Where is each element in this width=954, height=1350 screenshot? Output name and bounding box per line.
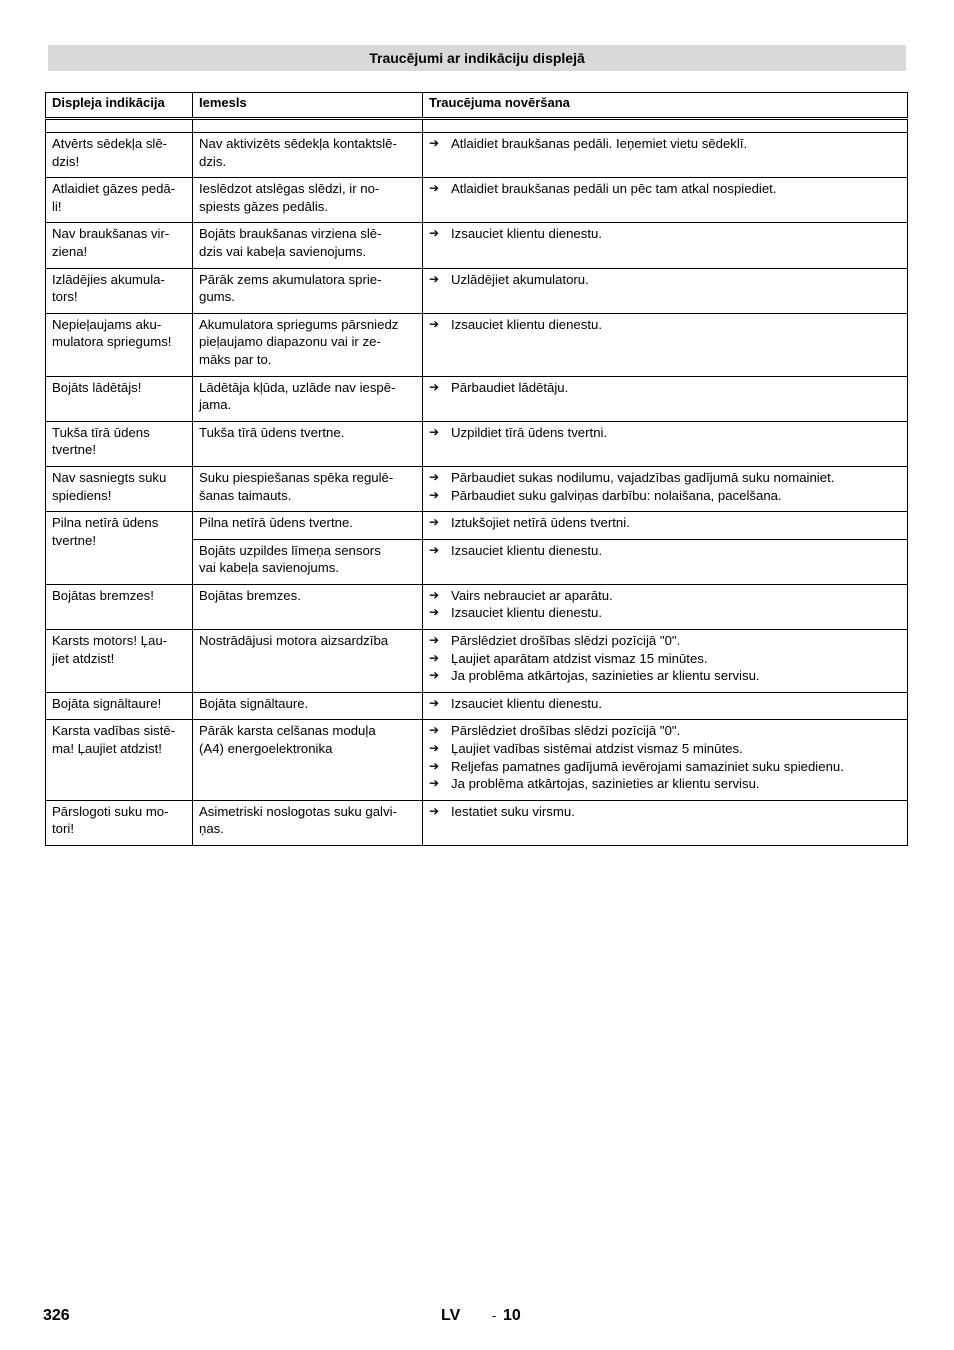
remedy-text: Uzpildiet tīrā ūdens tvertni.: [451, 424, 608, 440]
remedy-cell: [423, 800, 908, 845]
remedy-step: [429, 758, 901, 776]
arrow-right-icon: ➔: [429, 723, 440, 738]
remedy-step: [429, 587, 901, 605]
remedy-step: [429, 542, 901, 560]
arrow-right-icon: ➔: [429, 271, 440, 286]
remedy-text: Pārslēdziet drošības slēdzi pozīcijā "0".: [451, 633, 681, 649]
table-row: [46, 268, 908, 313]
remedy-step: [429, 632, 901, 650]
display-message-cell: Izlādējies akumula- tors!: [46, 268, 193, 313]
remedy-cell: [423, 539, 908, 584]
cause-cell: Pārāk zems akumulatora sprie- gums.: [193, 268, 423, 313]
arrow-right-icon: ➔: [429, 515, 440, 530]
remedy-text: Pārbaudiet suku galviņas darbību: nolaišana, pacelšana.: [451, 487, 782, 503]
display-message-cell: Tukša tīrā ūdens tvertne!: [46, 421, 193, 466]
remedy-step: [429, 487, 901, 505]
remedy-cell: [423, 268, 908, 313]
remedy-text: Ļaujiet aparātam atdzist vismaz 15 minūtes.: [451, 650, 708, 666]
arrow-right-icon: ➔: [429, 379, 440, 394]
remedy-cell: [423, 584, 908, 629]
arrow-right-icon: ➔: [429, 650, 440, 665]
arrow-right-icon: ➔: [429, 776, 440, 791]
remedy-cell: [423, 313, 908, 376]
gap-cell: [423, 119, 908, 133]
remedy-text: Izsauciet klientu dienestu.: [451, 226, 603, 242]
remedy-step: [429, 316, 901, 334]
remedy-cell: [423, 512, 908, 540]
cause-cell: Suku piespiešanas spēka regulē- šanas taimauts.: [193, 466, 423, 511]
remedy-text: Pārbaudiet sukas nodilumu, vajadzības gadījumā suku nomainiet.: [451, 469, 835, 485]
arrow-right-icon: ➔: [429, 803, 440, 818]
remedy-cell: [423, 720, 908, 800]
remedy-step: [429, 803, 901, 821]
table-row: [46, 421, 908, 466]
display-message-cell: Pārslogoti suku mo- tori!: [46, 800, 193, 845]
remedy-step: [429, 775, 901, 793]
arrow-right-icon: ➔: [429, 741, 440, 756]
arrow-right-icon: ➔: [429, 316, 440, 331]
gap-cell: [46, 119, 193, 133]
section-title: Traucējumi ar indikāciju displejā: [48, 45, 906, 71]
cause-cell: Lādētāja kļūda, uzlāde nav iespē- jama.: [193, 376, 423, 421]
display-message-cell: Atvērts sēdekļa slē- dzis!: [46, 133, 193, 178]
arrow-right-icon: ➔: [429, 226, 440, 241]
table-row: [46, 313, 908, 376]
arrow-right-icon: ➔: [429, 424, 440, 439]
header-cause: Iemesls: [193, 93, 423, 119]
display-message-cell: Pilna netīrā ūdens tvertne!: [46, 512, 193, 585]
remedy-cell: [423, 692, 908, 720]
remedy-text: Vairs nebrauciet ar aparātu.: [451, 587, 613, 603]
remedy-step: [429, 379, 901, 397]
arrow-right-icon: ➔: [429, 695, 440, 710]
remedy-step: [429, 469, 901, 487]
language-code: LV: [441, 1307, 461, 1324]
arrow-right-icon: ➔: [429, 136, 440, 150]
header-remedy: Traucējuma novēršana: [423, 93, 908, 119]
remedy-text: Reljefas pamatnes gadījumā ievērojami samaziniet suku spiedienu.: [451, 758, 844, 774]
arrow-right-icon: ➔: [429, 587, 440, 602]
table-row: [46, 630, 908, 693]
cause-cell: Bojāta signāltaure.: [193, 692, 423, 720]
remedy-text: Ļaujiet vadības sistēmai atdzist vismaz 5 minūtes.: [451, 741, 743, 757]
cause-cell: Ieslēdzot atslēgas slēdzi, ir no- spiests gāzes pedālis.: [193, 178, 423, 223]
table-row: [46, 178, 908, 223]
header-display: Displeja indikācija: [46, 93, 193, 119]
cause-cell: Pilna netīrā ūdens tvertne.: [193, 512, 423, 540]
remedy-text: Izsauciet klientu dienestu.: [451, 605, 603, 621]
remedy-step: [429, 650, 901, 668]
table-row: [46, 720, 908, 800]
remedy-text: Iztukšojiet netīrā ūdens tvertni.: [451, 515, 630, 531]
cause-cell: Nav aktivizēts sēdekļa kontaktslē- dzis.: [193, 133, 423, 178]
remedy-step: [429, 514, 901, 532]
remedy-step: [429, 695, 901, 713]
remedy-text: Uzlādējiet akumulatoru.: [451, 271, 589, 287]
table-row: [46, 466, 908, 511]
remedy-text: Pārslēdziet drošības slēdzi pozīcijā "0".: [451, 723, 681, 739]
display-message-cell: Atlaidiet gāzes pedā- li!: [46, 178, 193, 223]
table-row: [46, 376, 908, 421]
display-message-cell: Bojāta signāltaure!: [46, 692, 193, 720]
cause-cell: Bojātas bremzes.: [193, 584, 423, 629]
cause-cell: Bojāts braukšanas virziena slē- dzis vai kabeļa savienojums.: [193, 223, 423, 268]
remedy-text: Iestatiet suku virsmu.: [451, 803, 575, 819]
remedy-step: [429, 740, 901, 758]
display-message-cell: Karsta vadības sistē- ma! Ļaujiet atdzist!: [46, 720, 193, 800]
table-row: [46, 692, 908, 720]
arrow-right-icon: ➔: [429, 181, 440, 196]
remedy-step: [429, 225, 901, 243]
header-gap-row: [46, 119, 908, 133]
display-message-cell: Nepieļaujams aku- mulatora spriegums!: [46, 313, 193, 376]
remedy-text: Atlaidiet braukšanas pedāli un pēc tam atkal nospiediet.: [451, 181, 777, 197]
table-row: [46, 800, 908, 845]
remedy-cell: [423, 223, 908, 268]
remedy-text: Pārbaudiet lādētāju.: [451, 379, 569, 395]
remedy-text: Izsauciet klientu dienestu.: [451, 542, 603, 558]
cause-cell: Tukša tīrā ūdens tvertne.: [193, 421, 423, 466]
remedy-step: [429, 135, 901, 153]
remedy-cell: [423, 133, 908, 178]
remedy-step: [429, 722, 901, 740]
remedy-step: [429, 424, 901, 442]
remedy-step: [429, 180, 901, 198]
display-message-cell: Bojātas bremzes!: [46, 584, 193, 629]
page-number: 326: [43, 1307, 70, 1324]
cause-cell: Akumulatora spriegums pārsniedz pieļaujamo diapazonu vai ir ze- māks par to.: [193, 313, 423, 376]
cause-cell: Nostrādājusi motora aizsardzība: [193, 630, 423, 693]
remedy-cell: [423, 178, 908, 223]
remedy-cell: [423, 421, 908, 466]
remedy-cell: [423, 376, 908, 421]
display-message-cell: Bojāts lādētājs!: [46, 376, 193, 421]
table-row: [46, 133, 908, 178]
gap-cell: [193, 119, 423, 133]
arrow-right-icon: ➔: [429, 487, 440, 502]
remedy-text: Ja problēma atkārtojas, sazinieties ar klientu servisu.: [451, 776, 760, 792]
table-row: [46, 584, 908, 629]
arrow-right-icon: ➔: [429, 758, 440, 773]
arrow-right-icon: ➔: [429, 469, 440, 484]
remedy-text: Izsauciet klientu dienestu.: [451, 316, 603, 332]
cause-cell: Pārāk karsta celšanas moduļa (A4) energoelektronika: [193, 720, 423, 800]
footer-separator: -: [492, 1308, 497, 1323]
display-message-cell: Karsts motors! Ļau- jiet atdzist!: [46, 630, 193, 693]
cause-cell: Bojāts uzpildes līmeņa sensors vai kabeļa savienojums.: [193, 539, 423, 584]
remedy-text: Ja problēma atkārtojas, sazinieties ar klientu servisu.: [451, 668, 760, 684]
arrow-right-icon: ➔: [429, 633, 440, 648]
remedy-step: [429, 667, 901, 685]
remedy-step: [429, 271, 901, 289]
cause-cell: Asimetriski noslogotas suku galvi- ņas.: [193, 800, 423, 845]
fault-table: [45, 92, 908, 846]
table-header-row: [46, 93, 908, 119]
remedy-cell: [423, 630, 908, 693]
remedy-text: Atlaidiet braukšanas pedāli. Ieņemiet vietu sēdeklī.: [451, 136, 748, 151]
footer-section-number: 10: [503, 1307, 521, 1324]
table-body: [46, 119, 908, 846]
table-row: [46, 512, 908, 540]
table-row: [46, 223, 908, 268]
arrow-right-icon: ➔: [429, 605, 440, 620]
arrow-right-icon: ➔: [429, 542, 440, 557]
arrow-right-icon: ➔: [429, 668, 440, 683]
remedy-step: [429, 604, 901, 622]
remedy-text: Izsauciet klientu dienestu.: [451, 695, 603, 711]
display-message-cell: Nav braukšanas vir- ziena!: [46, 223, 193, 268]
remedy-cell: [423, 466, 908, 511]
display-message-cell: Nav sasniegts suku spiediens!: [46, 466, 193, 511]
